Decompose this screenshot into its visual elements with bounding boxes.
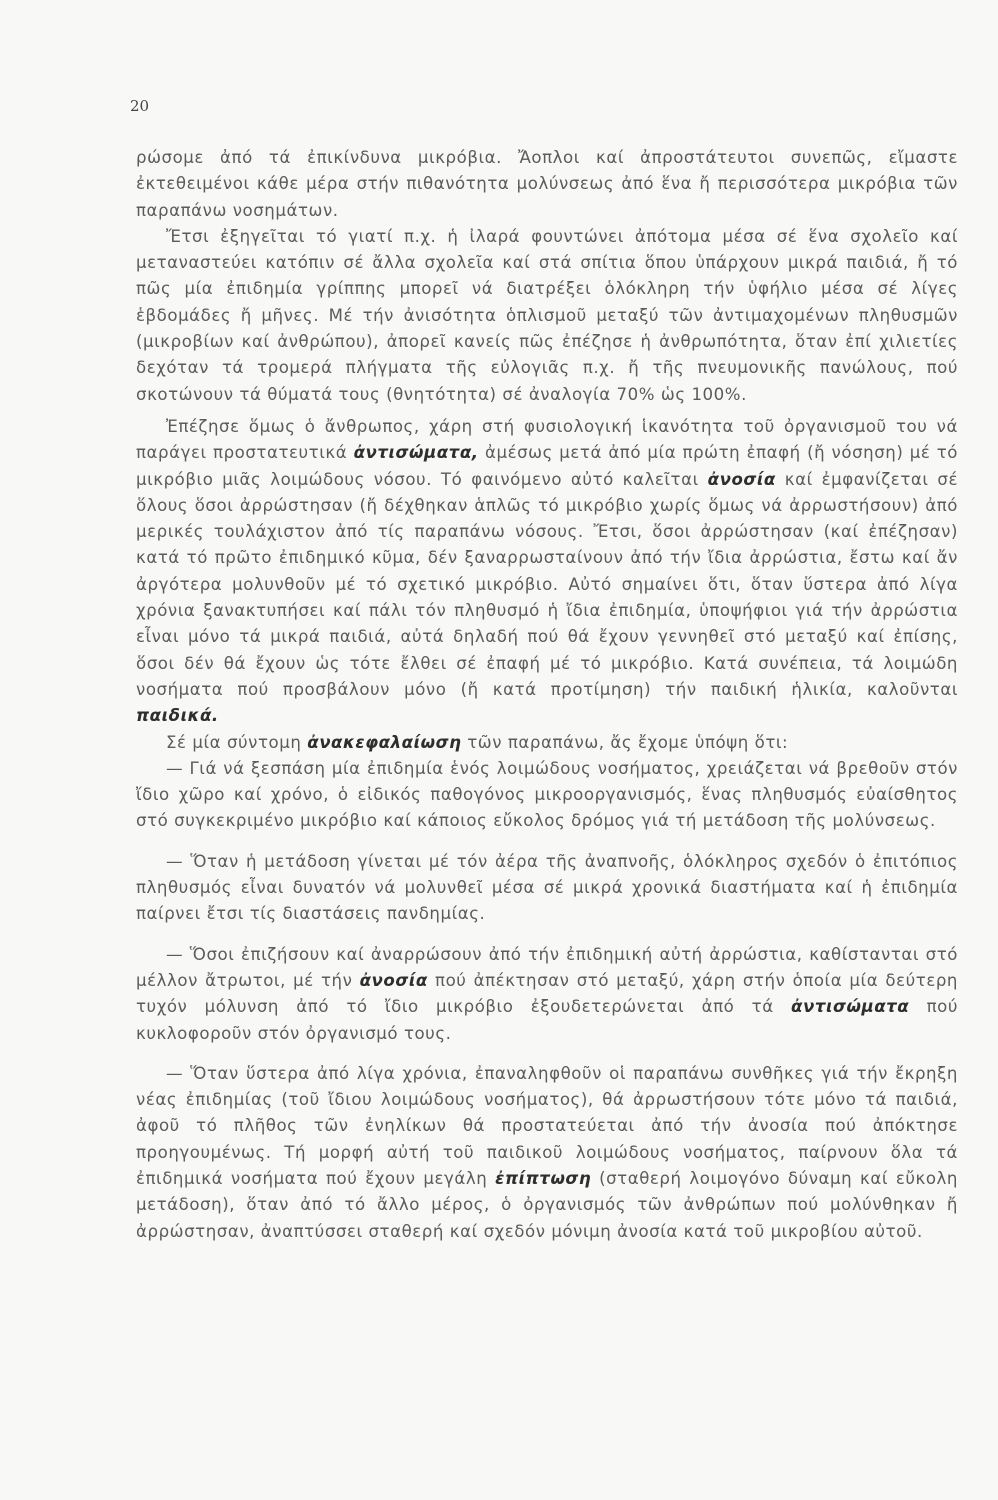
summary-item-3-text-b: πού ἀπέκτησαν στό μεταξύ, χάρη στήν ὁποία μία δεύτερη τυχόν μόλυνση ἀπό τό ἴδιο μικρόβιο ἐξουδετερώνεται ἀπό τά	[136, 970, 958, 1017]
term-incidence: ἐπίπτωση	[495, 1168, 592, 1188]
summary-item-3-text-a: — Ὅσοι ἐπιζήσουν καί ἀναρρώσουν ἀπό τήν ἐπιδημική αὐτή ἀρρώστια, καθίστανται στό μέλλον ἄτρωτοι, μέ τήν	[136, 944, 958, 990]
term-antibodies: ἀντισώματα,	[353, 443, 479, 463]
paragraph-3-text-b: ἀμέσως μετά ἀπό μία πρώτη ἐπαφή (ἤ νόσηση) μέ τό μικρόβιο μιᾶς λοιμώδους νόσου. Τό φαινόμενο αὐτό καλεῖται	[136, 443, 958, 489]
summary-intro-text-a: Σέ μία σύντομη	[166, 732, 308, 752]
paragraph-3	[136, 414, 958, 730]
term-antibodies-2: ἀντισώματα	[791, 997, 910, 1017]
summary-item-3-text-c: πού κυκλοφοροῦν στόν ὀργανισμό τους.	[136, 997, 958, 1043]
paragraph-1: ρώσομε ἀπό τά ἐπικίνδυνα μικρόβια. Ἄοπλοι καί ἀπροστάτευτοι συνεπῶς, εἴμαστε ἐκτεθειμένοι κάθε μέρα στήν πιθανότητα μολύνσεως ἀπό ἕνα ἤ περισσότερα μικρόβια τῶν παραπάνω νοσημάτων.	[136, 148, 958, 220]
paragraph-3-text-a: Ἐπέζησε ὅμως ὁ ἄνθρωπος, χάρη στή φυσιολογική ἱκανότητα τοῦ ὀργανισμοῦ του νά παράγει προστατευτικά	[136, 416, 958, 463]
term-immunity: ἀνοσία	[707, 469, 776, 489]
page-number: 20	[130, 97, 150, 115]
paragraph-2: Ἔτσι ἐξηγεῖται τό γιατί π.χ. ἡ ἰλαρά φουντώνει ἀπότομα μέσα σέ ἕνα σχολεῖο καί μεταναστεύει κατόπιν σέ ἄλλα σχολεῖα καί στά σπίτια ὅπου ὑπάρχουν μικρά παιδιά, ἤ τό πῶς μία ἐπιδημία γρίππης μπορεῖ νά διατρέξει ὁλόκληρη τήν ὑφήλιο μέσα σέ λίγες ἑβδομάδες ἤ μῆνες. Μέ τήν ἀνισότητα ὁπλισμοῦ μεταξύ τῶν ἀντιμαχομένων πληθυσμῶν (μικροβίων καί ἀνθρώπου), ἀπορεῖ κανείς πῶς ἐπέζησε ἡ ἀνθρωπότητα, ὅταν ἐπί χιλιετίες δεχόταν τά τρομερά πλήγματα τῆς εὐλογιᾶς π.χ. ἤ τῆς πνευμονικῆς πανώλους, πού σκοτώνουν τά θύματά τους (θνητότητα) σέ ἀναλογία 70% ὡς 100%.	[136, 226, 958, 404]
summary-item-4	[136, 1061, 958, 1245]
summary-item-1: — Γιά νά ξεσπάση μία ἐπιδημία ἑνός λοιμώδους νοσήματος, χρειάζεται νά βρεθοῦν στόν ἴδιο χῶρο καί χρόνο, ὁ εἰδικός παθογόνος μικροοργανισμός, ἕνας πληθυσμός εὐαίσθητος στό συγκεκριμένο μικρόβιο καί κάποιος εὔκολος δρόμος γιά τή μετάδοση τῆς μολύνσεως.	[136, 758, 958, 831]
summary-item-4-text-b: (σταθερή λοιμογόνο δύναμη καί εὔκολη μετάδοση), ὅταν ἀπό τό ἄλλο μέρος, ὁ ὀργανισμός τῶν ἀνθρώπων πού μολύνθηκαν ἤ ἀρρώστησαν, ἀναπτύσσει σταθερή καί σχεδόν μόνιμη ἀνοσία κατά τοῦ μικροβίου αὐτοῦ.	[136, 1168, 958, 1241]
term-immunity-2: ἀνοσία	[359, 970, 428, 990]
term-childhood: παιδικά.	[136, 706, 219, 726]
summary-item-4-text-a: — Ὅταν ὕστερα ἀπό λίγα χρόνια, ἐπαναληφθοῦν οἱ παραπάνω συνθῆκες γιά τήν ἔκρηξη νέας ἐπιδημίας (τοῦ ἴδιου λοιμώδους νοσήματος), θά ἀρρωστήσουν τότε μόνο τά παιδιά, ἀφοῦ τό πλῆθος τῶν ἐνηλίκων θά προστατεύεται ἀπό τήν ἀνοσία πού ἀπόκτησε προηγουμένως. Τή μορφή αὐτή τοῦ παιδικοῦ λοιμώδους νοσήματος, παίρνουν ὅλα τά ἐπιδημικά νοσήματα πού ἔχουν μεγάλη	[136, 1063, 958, 1188]
term-summary: ἀνακεφαλαίωση	[307, 732, 462, 752]
page-body	[136, 145, 958, 1245]
summary-intro-text-b: τῶν παραπάνω, ἄς ἔχομε ὑπόψη ὅτι:	[461, 732, 789, 752]
summary-item-2: — Ὅταν ἡ μετάδοση γίνεται μέ τόν ἀέρα τῆς ἀναπνοῆς, ὁλόκληρος σχεδόν ὁ ἐπιτόπιος πληθυσμός εἶναι δυνατόν νά μολυνθεῖ μέσα σέ μικρά χρονικά διαστήματα καί ἡ ἐπιδημία παίρνει ἔτσι τίς διαστάσεις πανδημίας.	[136, 851, 958, 924]
summary-intro	[136, 730, 958, 756]
summary-item-3	[136, 942, 958, 1047]
paragraph-3-text-c: καί ἐμφανίζεται σέ ὅλους ὅσοι ἀρρώστησαν (ἤ δέχθηκαν ἁπλῶς τό μικρόβιο χωρίς ὅμως νά ἀρρωστήσουν) ἀπό μερικές τουλάχιστον ἀπό τίς παραπάνω νόσους. Ἔτσι, ὅσοι ἀρρώστησαν (καί ἐπέζησαν) κατά τό πρῶτο ἐπιδημικό κῦμα, δέν ξαναρρωσταίνουν ἀπό τήν ἴδια ἀρρώστια, ἔστω καί ἄν ἀργότερα μολυνθοῦν μέ τό σχετικό μικρόβιο. Αὐτό σημαίνει ὅτι, ὅταν ὕστερα ἀπό λίγα χρόνια ξανακτυπήσει καί πάλι τόν πληθυσμό ἡ ἴδια ἐπιδημία, ὑποψήφιοι γιά τήν ἀρρώστια εἶναι μόνο τά μικρά παιδιά, αὐτά δηλαδή πού θά ἔχουν γεννηθεῖ στό μεταξύ καί ἐπίσης, ὅσοι δέν θά ἔχουν ὡς τότε ἔλθει σέ ἐπαφή μέ τό μικρόβιο. Κατά συνέπεια, τά λοιμώδη νοσήματα πού προσβάλουν μόνο (ἤ κατά προτίμηση) τήν παιδική ἡλικία, καλοῦνται	[136, 469, 958, 699]
